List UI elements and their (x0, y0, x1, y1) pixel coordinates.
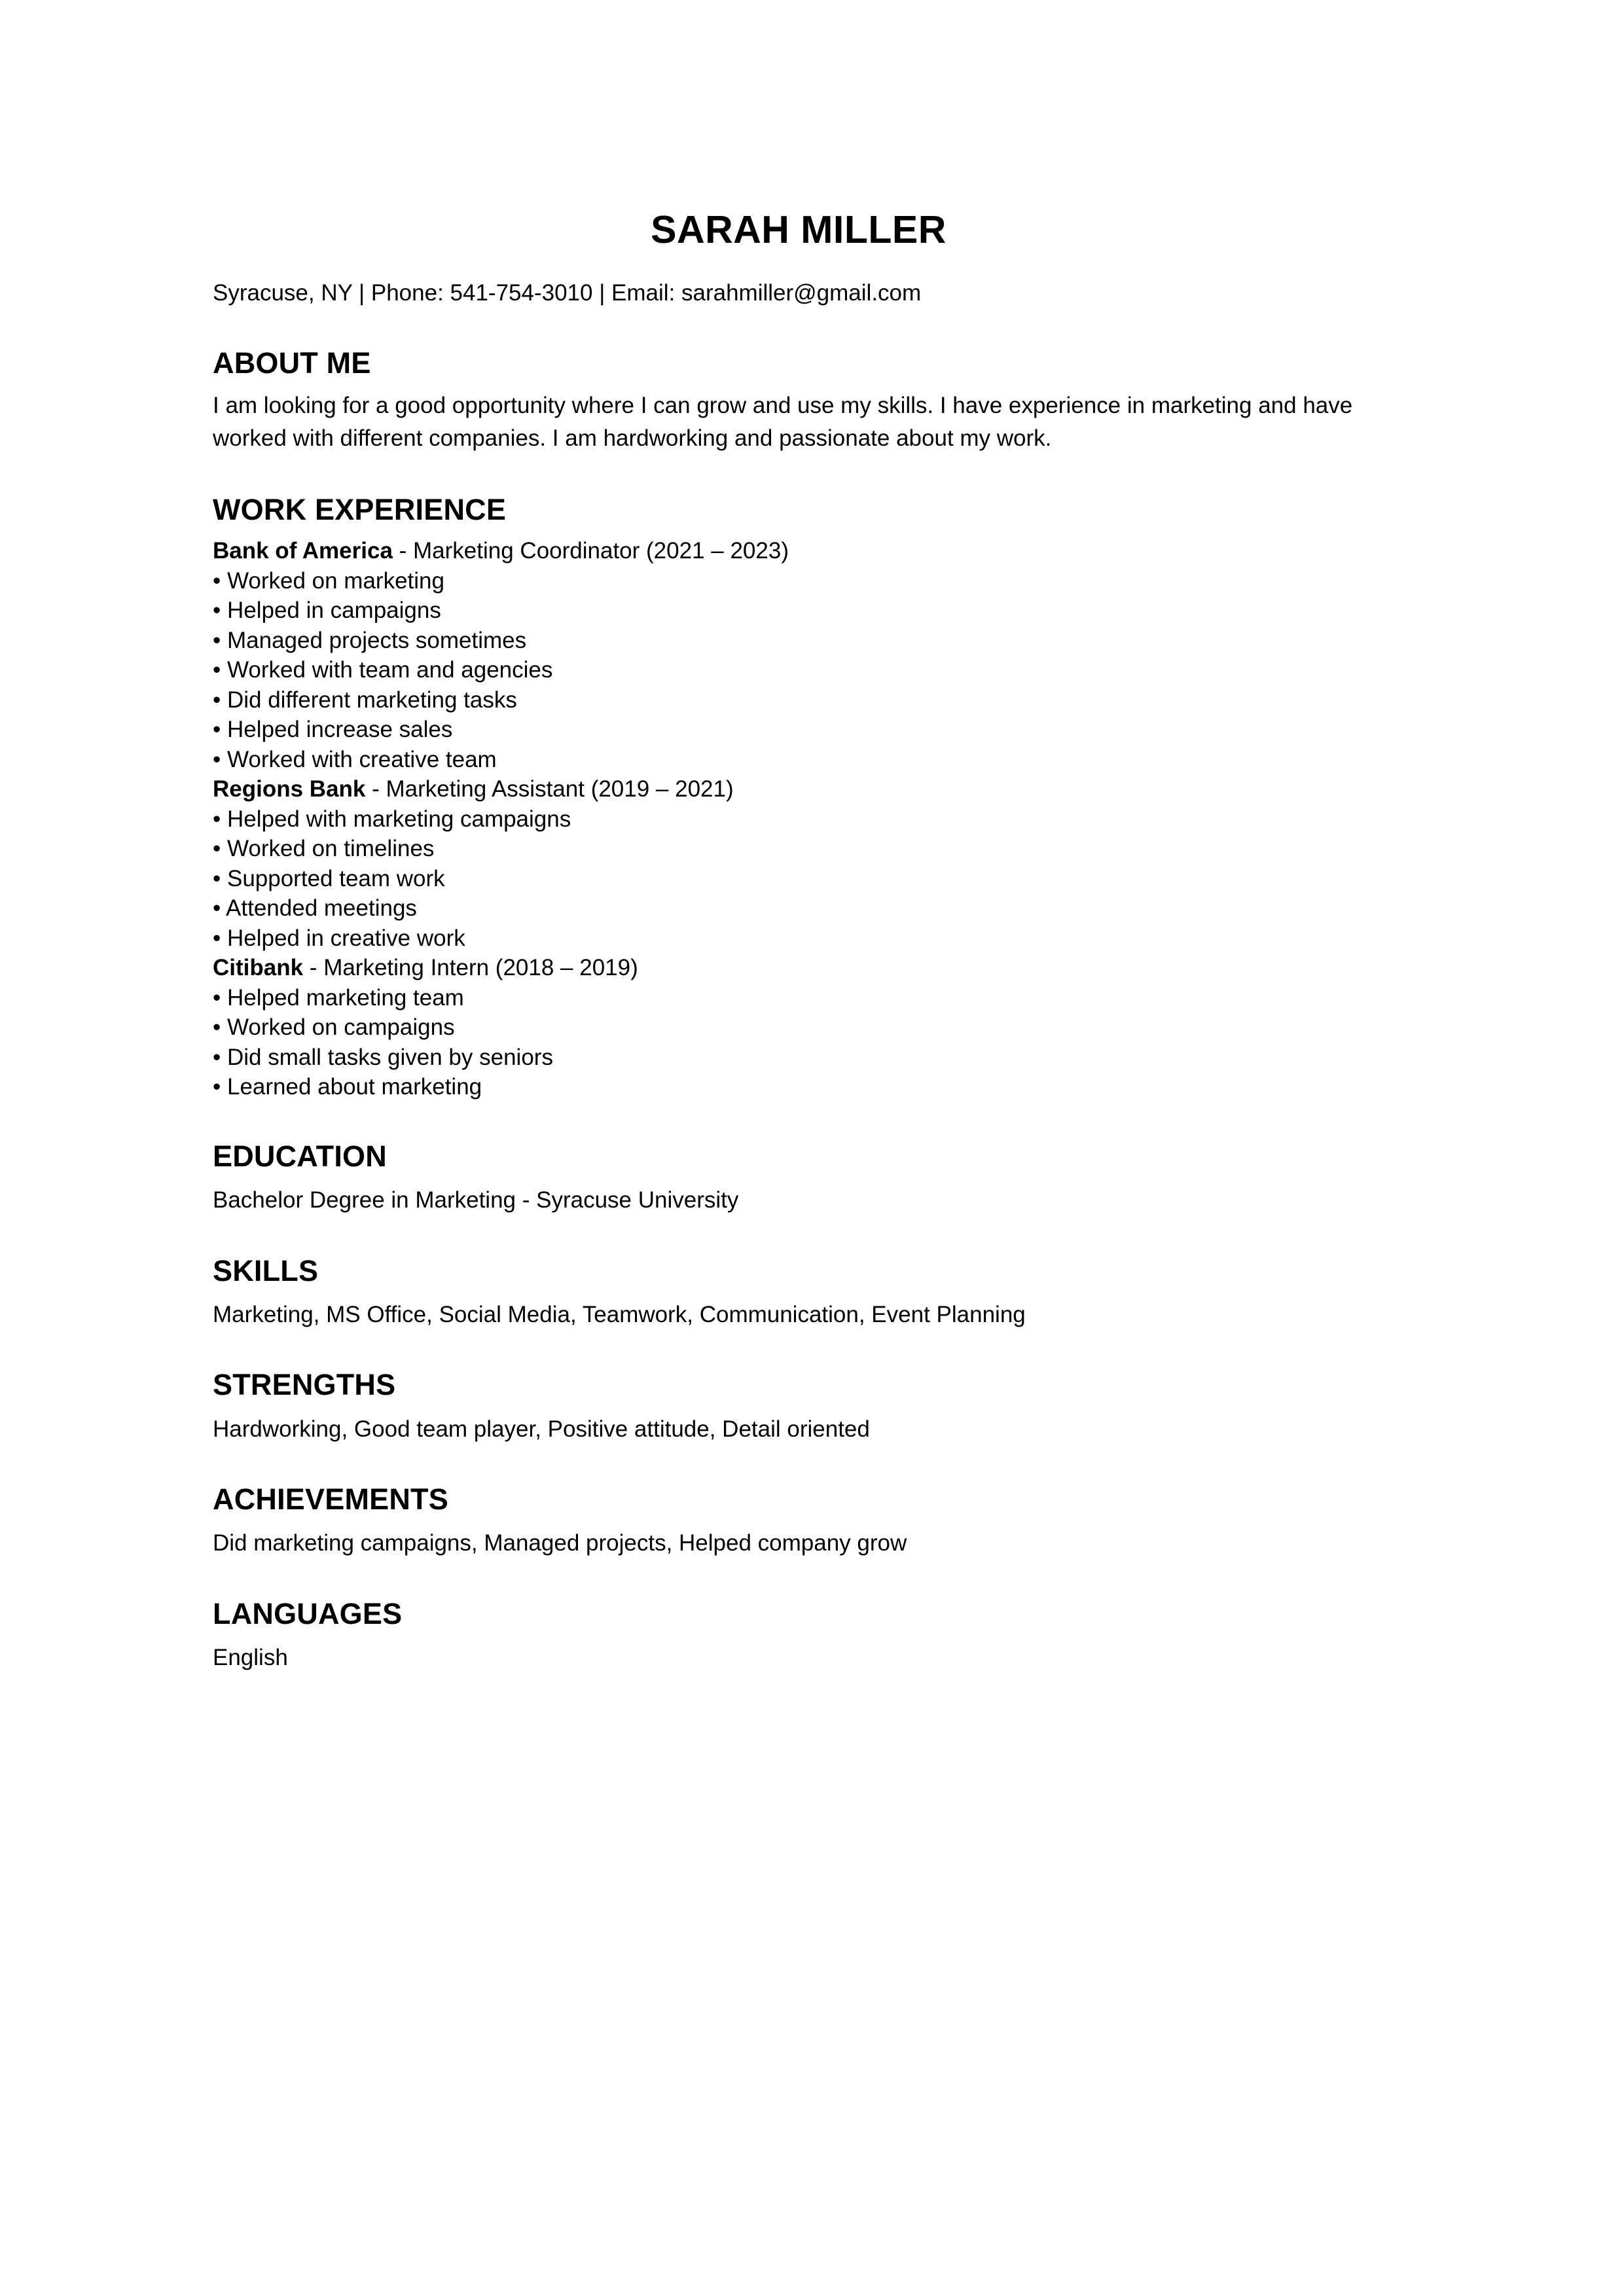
section-heading-work-experience: WORK EXPERIENCE (213, 493, 507, 527)
section-heading-strengths: STRENGTHS (213, 1368, 396, 1402)
candidate-name: SARAH MILLER (651, 208, 947, 251)
job-bullet: • Managed projects sometimes (213, 627, 527, 653)
job-entry-heading (213, 774, 1391, 804)
job-bullet: • Learned about marketing (213, 1074, 482, 1100)
achievements-text: Did marketing campaigns, Managed projects, Helped company grow (213, 1530, 907, 1556)
job-bullet: • Worked with creative team (213, 746, 497, 772)
job-bullet: • Worked on timelines (213, 836, 435, 862)
job-bullet: • Worked with team and agencies (213, 657, 553, 683)
work-experience-list (213, 536, 1391, 1102)
job-bullet: • Helped in creative work (213, 925, 465, 951)
about-me-text: I am looking for a good opportunity where I can grow and use my skills. I have experience in marketing and have worked with different companies. I am hardworking and passionate about my work. (213, 392, 1353, 451)
job-bullet: • Did small tasks given by seniors (213, 1044, 553, 1070)
job-bullet: • Helped with marketing campaigns (213, 806, 571, 832)
education-text: Bachelor Degree in Marketing - Syracuse University (213, 1187, 739, 1213)
job-entry-heading (213, 536, 1391, 566)
job-separator: - (365, 776, 386, 802)
job-bullet: • Attended meetings (213, 895, 417, 922)
job-company-name: Citibank (213, 955, 304, 981)
section-heading-achievements: ACHIEVEMENTS (213, 1482, 448, 1516)
job-bullet: • Helped marketing team (213, 984, 464, 1011)
job-bullet: • Worked on marketing (213, 567, 444, 594)
job-bullet: • Helped increase sales (213, 717, 453, 743)
contact-line: Syracuse, NY | Phone: 541-754-3010 | Email: sarahmiller@gmail.com (213, 280, 922, 306)
job-company-name: Bank of America (213, 538, 393, 564)
section-heading-languages: LANGUAGES (213, 1597, 403, 1631)
job-separator: - (392, 538, 414, 564)
section-heading-education: EDUCATION (213, 1139, 387, 1173)
job-bullet: • Helped in campaigns (213, 598, 441, 624)
job-bullet: • Supported team work (213, 865, 445, 891)
job-bullet: • Worked on campaigns (213, 1014, 455, 1041)
job-entry-heading (213, 953, 1391, 983)
resume-content-column (213, 208, 1391, 1674)
skills-text: Marketing, MS Office, Social Media, Teamwork, Communication, Event Planning (213, 1301, 1026, 1327)
job-title-and-dates: Marketing Coordinator (2021 – 2023) (413, 538, 789, 564)
languages-text: English (213, 1645, 288, 1671)
job-company-name: Regions Bank (213, 776, 366, 802)
job-title-and-dates: Marketing Assistant (2019 – 2021) (386, 776, 734, 802)
job-separator: - (303, 955, 324, 981)
strengths-text: Hardworking, Good team player, Positive attitude, Detail oriented (213, 1416, 870, 1442)
section-heading-skills: SKILLS (213, 1253, 319, 1287)
section-heading-about-me: ABOUT ME (213, 346, 371, 380)
job-bullet: • Did different marketing tasks (213, 687, 517, 713)
job-title-and-dates: Marketing Intern (2018 – 2019) (323, 955, 638, 981)
